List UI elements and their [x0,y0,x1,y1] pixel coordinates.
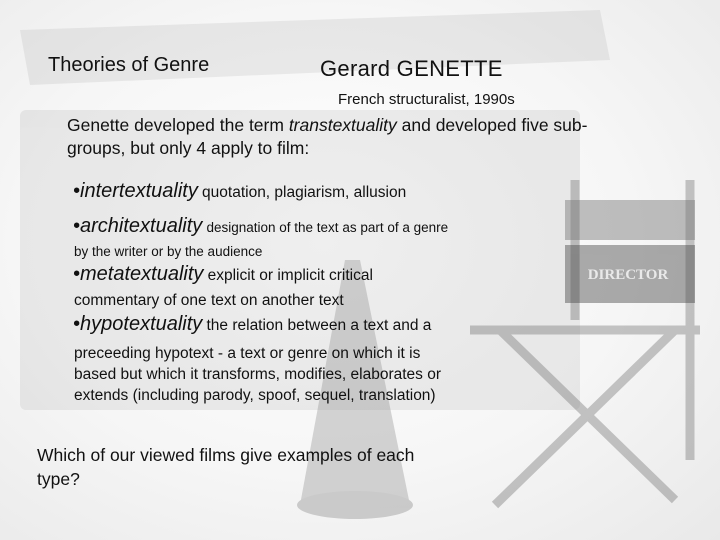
bullet-continuation: commentary of one text on another text [74,292,344,309]
chair-back-sign [565,200,695,303]
bullet-symbol: • [73,263,81,285]
bullet-description: designation of the text as part of a genre [206,220,449,235]
chair-sign-label: DIRECTOR [587,267,669,283]
slide-title-right: Gerard GENETTE [320,56,503,81]
bullet-symbol: • [73,215,81,237]
subtitle: French structuralist, 1990s [338,91,515,108]
bullet-term: intertextuality [80,180,198,202]
bullet-hypotextuality [73,313,431,336]
bullet-term: metatextuality [80,263,204,285]
bullet-continuation: by the writer or by the audience [74,244,263,259]
bullet-description: explicit or implicit critical [207,267,373,284]
bullet-intertextuality [73,180,406,203]
bullet-description: quotation, plagiarism, allusion [202,184,407,201]
bullet-continuation: preceeding hypotext - a text or genre on which it is based but which it transforms, modifies, elaborates or extends (including parody, spoof, sequel, translation) [74,345,442,404]
bullet-metatextuality [73,263,373,286]
slide-title-left: Theories of Genre [48,54,210,76]
bullet-architextuality [73,215,448,238]
bullet-symbol: • [73,313,81,335]
intro-term: transtextuality [288,115,397,135]
intro-text-before: Genette developed the term [67,115,289,135]
bullet-term: architextuality [80,215,203,237]
intro-text-after: and developed five sub-groups, but only 4 apply to film: [67,115,588,158]
bullet-term: hypotextuality [80,313,203,335]
bullet-symbol: • [73,180,81,202]
intro-paragraph [67,114,627,160]
closing-question: Which of our viewed films give examples of each type? [37,445,415,489]
bullet-description: the relation between a text and a [206,317,432,334]
